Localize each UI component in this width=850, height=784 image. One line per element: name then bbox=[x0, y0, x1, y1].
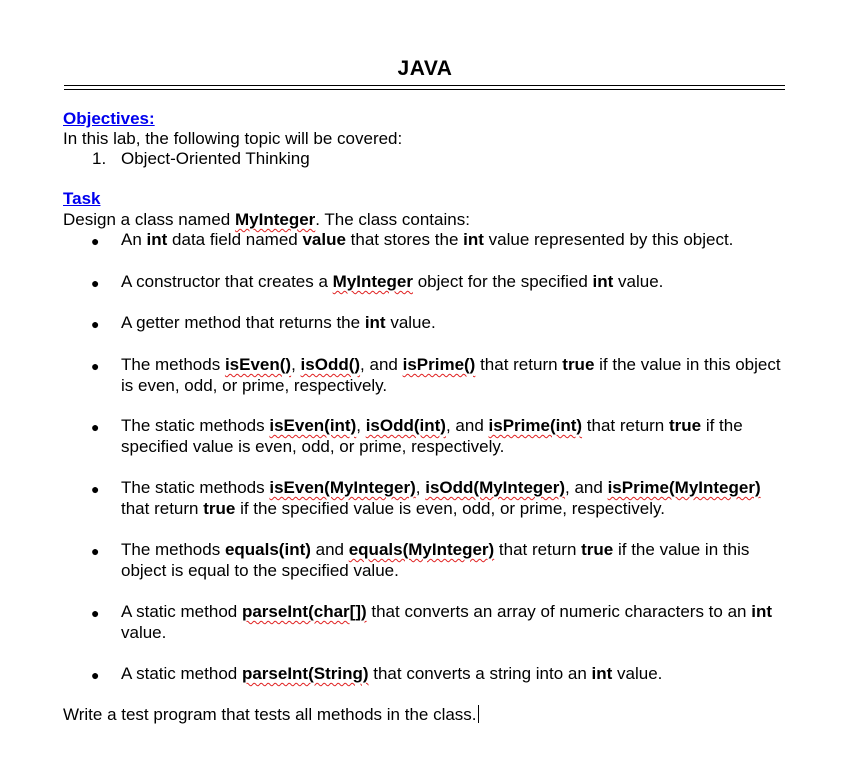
text: that converts an array of numeric characters to an bbox=[366, 602, 752, 621]
text: An bbox=[121, 230, 147, 249]
bullet-icon: ● bbox=[91, 275, 100, 291]
text: value. bbox=[121, 622, 167, 642]
text: value. bbox=[612, 664, 663, 683]
text: data field named bbox=[167, 230, 303, 249]
text-cursor bbox=[478, 705, 479, 723]
bullet-item-getter bbox=[121, 313, 791, 334]
text: , bbox=[415, 478, 426, 497]
keyword: isEven(MyInteger) bbox=[269, 478, 416, 497]
objective-number: 1. bbox=[92, 149, 107, 168]
keyword: equals(MyInteger) bbox=[348, 540, 495, 559]
text: that return bbox=[494, 540, 582, 559]
bullet-icon: ● bbox=[91, 667, 100, 683]
text: if the value in this object is even, odd, or prime, respectively. bbox=[121, 355, 781, 395]
keyword: isPrime() bbox=[402, 355, 476, 374]
objectives-heading: Objectives: bbox=[63, 109, 155, 128]
text: The methods bbox=[121, 355, 225, 374]
bullet-icon: ● bbox=[91, 481, 100, 497]
keyword: parseInt(String) bbox=[241, 664, 369, 683]
keyword: true bbox=[581, 540, 614, 559]
bullet-item-constructor bbox=[121, 272, 791, 293]
class-name: MyInteger bbox=[234, 210, 316, 229]
text: The static methods bbox=[121, 416, 270, 435]
task-heading: Task bbox=[63, 189, 101, 208]
keyword: isEven() bbox=[224, 355, 292, 374]
keyword: isOdd(int) bbox=[365, 416, 446, 435]
bullet-item-equals-methods bbox=[121, 540, 791, 581]
keyword: int bbox=[146, 230, 168, 249]
bullet-icon: ● bbox=[91, 419, 100, 435]
text: A static method bbox=[121, 602, 242, 621]
keyword: equals(int) bbox=[224, 540, 311, 559]
closing-paragraph[interactable] bbox=[63, 705, 479, 725]
text: that return bbox=[121, 498, 204, 518]
text: that converts a string into an bbox=[368, 664, 592, 683]
text: value. bbox=[613, 272, 664, 291]
title-rule-top bbox=[64, 85, 785, 86]
keyword: isPrime(int) bbox=[488, 416, 583, 435]
text: , and bbox=[565, 478, 608, 497]
bullet-item-instance-methods bbox=[121, 355, 791, 396]
keyword: isEven(int) bbox=[269, 416, 357, 435]
keyword: int bbox=[592, 272, 614, 291]
text: , bbox=[356, 416, 366, 435]
keyword: true bbox=[562, 355, 595, 374]
bullet-icon: ● bbox=[91, 233, 100, 249]
bullet-item-static-myinteger-methods bbox=[121, 478, 791, 519]
text: A getter method that returns the bbox=[121, 313, 365, 332]
text: if the specified value is even, odd, or prime, respectively. bbox=[235, 498, 665, 518]
text: and bbox=[310, 540, 349, 559]
keyword: true bbox=[203, 498, 236, 518]
keyword: int bbox=[364, 313, 386, 332]
text: object for the specified bbox=[412, 272, 593, 291]
keyword: int bbox=[463, 230, 484, 249]
task-intro-pre: Design a class named bbox=[63, 210, 235, 229]
bullet-icon: ● bbox=[91, 358, 100, 374]
keyword: int bbox=[751, 602, 772, 621]
keyword: parseInt(char[]) bbox=[241, 602, 367, 621]
bullet-icon: ● bbox=[91, 605, 100, 621]
text: if the specified value is even, odd, or prime, respectively. bbox=[121, 416, 743, 456]
task-intro bbox=[63, 210, 470, 230]
keyword: isOdd() bbox=[300, 355, 361, 374]
bullet-item-parseint-string bbox=[121, 664, 791, 685]
bullet-item-parseint-char bbox=[121, 602, 791, 643]
objective-text: Object-Oriented Thinking bbox=[121, 149, 310, 168]
text: , bbox=[291, 355, 301, 374]
bullet-icon: ● bbox=[91, 543, 100, 559]
keyword: MyInteger bbox=[332, 272, 413, 291]
keyword: int bbox=[591, 664, 613, 683]
document-title: JAVA bbox=[397, 57, 453, 80]
text: value represented by this object. bbox=[483, 230, 734, 249]
keyword: true bbox=[668, 416, 702, 435]
text: A static method bbox=[121, 664, 242, 683]
keyword: value bbox=[302, 230, 346, 249]
text: , and bbox=[445, 416, 489, 435]
keyword: isPrime(MyInteger) bbox=[607, 478, 761, 497]
text: that return bbox=[475, 355, 563, 374]
text: , and bbox=[360, 355, 403, 374]
closing-text: Write a test program that tests all methods in the class. bbox=[63, 705, 477, 724]
bullet-item-static-int-methods bbox=[121, 416, 791, 457]
keyword: isOdd(MyInteger) bbox=[425, 478, 566, 497]
text: The methods bbox=[121, 540, 225, 559]
text: The static methods bbox=[121, 478, 270, 497]
task-intro-post: . The class contains: bbox=[315, 210, 470, 229]
text: A constructor that creates a bbox=[121, 272, 333, 291]
bullet-icon: ● bbox=[91, 316, 100, 332]
text: that stores the bbox=[345, 230, 464, 249]
title-rule-bottom bbox=[64, 89, 785, 90]
text: that return bbox=[582, 416, 669, 435]
bullet-item-data-field bbox=[121, 230, 791, 251]
objectives-intro: In this lab, the following topic will be covered: bbox=[63, 129, 403, 148]
text: value. bbox=[385, 313, 436, 332]
text: if the value in this object is equal to the specified value. bbox=[121, 540, 750, 580]
